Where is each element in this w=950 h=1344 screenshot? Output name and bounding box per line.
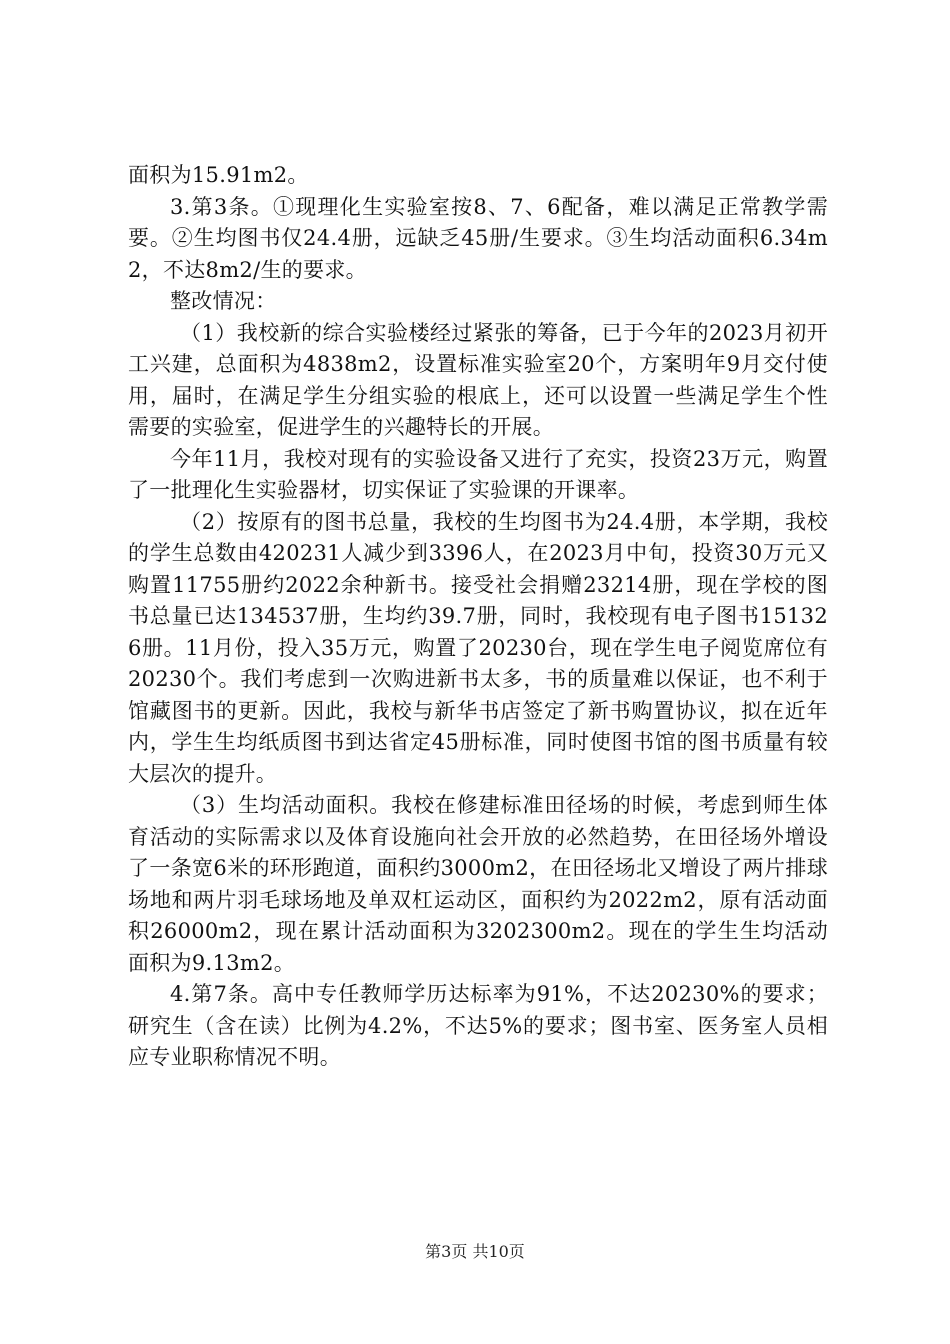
paragraph-rectification-3: （3）生均活动面积。我校在修建标准田径场的时候，考虑到师生体育活动的实际需求以及体育设施向社会开放的必然趋势，在田径场外增设了一条宽6米的环形跑道，面积约3000m2，在田径场北又增设了两片排球场地和两片羽毛球场地及单双杠运动区，面积约为2022m2，原有活动面积26000m2，现在累计活动面积为3202300m2。现在的学生生均活动面积为9.13m2。 <box>128 793 828 975</box>
document-body <box>128 160 828 1074</box>
page-number-footer: 第3页 共10页 <box>425 1242 525 1261</box>
paragraph-rectification-2: （2）按原有的图书总量，我校的生均图书为24.4册，本学期，我校的学生总数由420231人减少到3396人，在2023月中旬，投资30万元又购置11755册约2022余种新书。接受社会捐赠23214册，现在学校的图书总量已达134537册，生均约39.7册，同时，我校现有电子图书151326册。11月份，投入35万元，购置了20230台，现在学生电子阅览席位有20230个。我们考虑到一次购进新书太多，书的质量难以保证，也不利于馆藏图书的更新。因此，我校与新华书店签定了新书购置协议，拟在近年内，学生生均纸质图书到达省定45册标准，同时使图书馆的图书质量有较大层次的提升。 <box>128 509 828 786</box>
paragraph-rectification-heading: 整改情况： <box>170 289 277 313</box>
paragraph-area-continuation: 面积为15.91m2。 <box>128 163 309 187</box>
paragraph-item-4: 4.第7条。高中专任教师学历达标率为91%，不达20230%的要求；研究生（含在读）比例为4.2%，不达5%的要求；图书室、医务室人员相应专业职称情况不明。 <box>128 982 828 1069</box>
paragraph-equipment-investment: 今年11月，我校对现有的实验设备又进行了充实，投资23万元，购置了一批理化生实验器材，切实保证了实验课的开课率。 <box>128 446 828 502</box>
paragraph-item-3: 3.第3条。①现理化生实验室按8、7、6配备，难以满足正常教学需要。②生均图书仅24.4册，远缺乏45册/生要求。③生均活动面积6.34m2，不达8m2/生的要求。 <box>128 194 828 282</box>
paragraph-rectification-1: （1）我校新的综合实验楼经过紧张的筹备，已于今年的2023月初开工兴建，总面积为4838m2，设置标准实验室20个，方案明年9月交付使用，届时，在满足学生分组实验的根底上，还可以设置一些满足学生个性需要的实验室，促进学生的兴趣特长的开展。 <box>128 320 828 439</box>
